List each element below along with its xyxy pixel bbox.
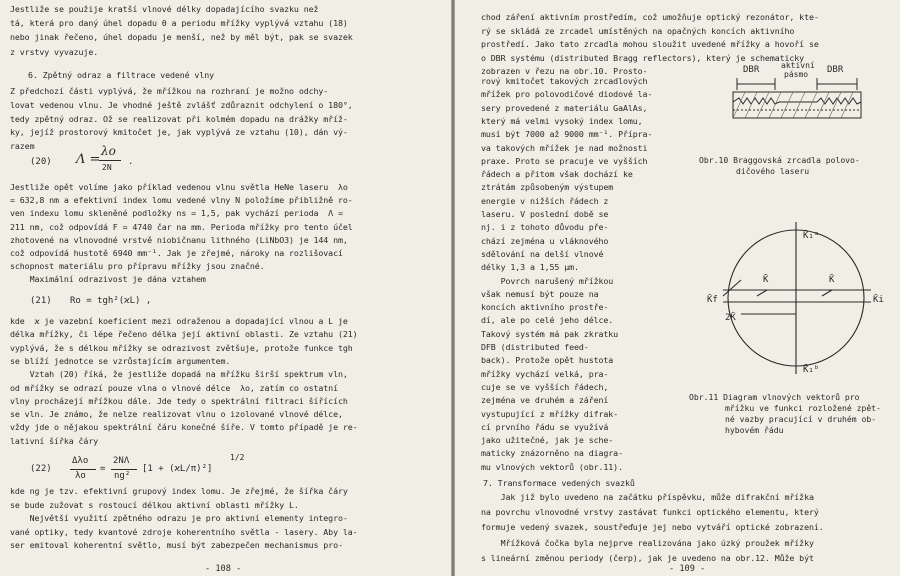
text-line: zejména ve druhém a záření — [481, 395, 609, 406]
text-line: mu vlnových vektorů (obr.11). — [481, 461, 623, 472]
text-line: = 632,8 nm a efektivní index lomu vedené vlny N položíme přibližně ro- — [10, 195, 353, 206]
text-line: vždy jde o nějakou spektrální čáru konečné šíře. V tomto případě je re- — [10, 422, 358, 433]
fig11-label-ki: K̄i — [873, 295, 884, 305]
text-line: od mřížky se odrazí pouze vlna o vlnové délce λo, zatím co ostatní — [10, 382, 338, 393]
text-line: laseru. V poslední době se — [481, 209, 609, 219]
text-line: tedy zpětný odraz. Ož se realizovat při kolmém dopadu na drážky mříž- — [10, 113, 348, 124]
text-line: Maximální odrazivost je dána vztahem — [10, 274, 206, 285]
equation-22-mid-denominator: ng² — [114, 471, 131, 481]
text-line: lativní šířka čáry — [10, 435, 99, 446]
equation-20-numerator: λo — [101, 144, 116, 158]
text-line: Takový systém má pak zkratku — [481, 328, 619, 339]
text-line: vané optiky, tedy kvantové zdroje koherentního světla - lasery. Aby la- — [10, 526, 358, 537]
text-line: z vrstvy vyvazuje. — [10, 46, 99, 57]
text-line: razem — [10, 141, 35, 152]
fig11-label-2k: 2K̄ — [725, 313, 736, 323]
equation-22-exponent: 1/2 — [230, 453, 245, 462]
figure-11-caption-4: hybovém řádu — [725, 425, 784, 435]
fig11-label-k-right: K̄ — [829, 275, 835, 285]
text-line: jako užitečné, jak je sche- — [481, 435, 614, 446]
figure-10-caption-2: dičového laseru — [736, 166, 810, 176]
text-line: Vztah (20) říká, že jestliže dopadá na mřížku širší spektrum vln, — [10, 369, 348, 380]
figure-11-wave-vector-diagram — [701, 222, 891, 382]
equals-sign: = — [100, 464, 106, 474]
figure-11-caption-3: né vazby pracující v druhém ob- — [725, 414, 877, 424]
text-line: cuje se ve vyšších řádech, — [481, 381, 609, 392]
text-line: Největší využití zpětného odrazu je pro aktivní elementy integro- — [10, 513, 348, 523]
text-line: dí, ale po celé jeho délce. — [481, 315, 614, 326]
section-7-heading: 7. Transformace vedených svazků — [483, 478, 635, 488]
figure-11-caption-2: mřížku ve funkci rozložené zpět- — [725, 403, 881, 413]
fig11-label-k1b: K̄₁ᵇ — [803, 365, 820, 375]
text-line: kde ng je tzv. efektivní grupový index lomu. Je zřejmé, že šířka čáry — [10, 486, 348, 496]
text-line: však nemusí být pouze na — [481, 288, 599, 299]
text-line: mřížky vychází velká, pra- — [481, 368, 609, 379]
text-line: musí být 7000 až 9000 mm⁻¹. Přípra- — [481, 129, 653, 140]
equation-22-label: (22) — [30, 464, 52, 474]
text-line: nj. i z tohoto důvodu pře- — [481, 222, 609, 233]
equation-22-bracket: [1 + (ϰL/π)²] — [142, 464, 213, 474]
text-line: ky, jejíž prostorový kmitočet je, jak vyplývá ze vztahu (10), dán vý- — [10, 127, 348, 138]
text-line: se blíží jednotce se vzrůstajícím argumentem. — [10, 355, 231, 366]
text-line: koncích aktivního prostře- — [481, 302, 609, 313]
equation-21: Ro = tgh²(ϰL) , — [70, 296, 152, 306]
text-line: DFB (distributed feed- — [481, 342, 589, 352]
text-line: lovat vedenou vlnu. Je vhodné ještě zvlášť zdůraznit odchylení o 180°, — [10, 99, 353, 110]
text-line: ztrátám způsobeným výstupem — [481, 182, 614, 193]
fraction-bar — [99, 160, 121, 161]
text-line: 211 nm, což odpovídá F = 4740 čar na mm. Perioda mřížky pro tento účel — [10, 221, 353, 232]
fig10-label-active-2: pásmo — [784, 70, 809, 79]
equation-22-lhs-denominator: λo — [75, 471, 86, 481]
text-line: tá, která pro daný úhel dopadu θ a periodu mřížky vyplývá vztahu (18) — [10, 18, 348, 29]
text-line: kde ϰ je vazební koeficient mezi odraženou a dopadající vlnou a L je — [10, 316, 348, 326]
text-line: rý se skládá ze zrcadel umístěných na opačných koncích aktivního — [481, 25, 795, 36]
text-line: zhotovené na vlnovodné vrstvě niobičnanu lithného (LiNbO3) je 144 nm, — [10, 234, 348, 245]
text-line: zobrazen v řezu na obr.10. Prosto- — [481, 66, 648, 77]
equation-20-label: (20) — [30, 157, 52, 167]
text-line: formuje vedený svazek, soustřeďuje jej nebo vytváří optické zobrazení. — [481, 522, 824, 533]
text-line: vystupující z mřížky difrak- — [481, 408, 619, 419]
text-line: ven indexu lomu skleněné podložky ns = 1,5, pak vychází perioda Λ = — [10, 208, 343, 219]
fig11-label-k: K̄ — [763, 275, 769, 285]
equation-20-period: . — [128, 157, 134, 167]
text-line: energie v nižších řádech z — [481, 195, 609, 206]
text-line: schopnost materiálu pro přípravu mřížky jsou značné. — [10, 261, 265, 272]
equation-21-label: (21) — [30, 296, 52, 306]
fig10-label-dbr-right: DBR — [827, 65, 844, 75]
text-line: Mřížková čočka byla nejprve realizována jako úzký proužek mřížky — [481, 537, 814, 548]
text-line: back). Protože opět hustota — [481, 355, 614, 366]
equation-20-denominator: 2N — [102, 163, 112, 172]
section-6-heading: 6. Zpětný odraz a filtrace vedené vlny — [28, 70, 215, 80]
fig11-label-kf: K̄f — [707, 295, 718, 305]
text-line: na povrchu vlnovodné vrstvy zastávat funkci optického elementu, který — [481, 507, 819, 518]
fig10-label-active-1: aktivní — [781, 61, 815, 70]
fig11-label-k1a: K̄₁ᵃ — [803, 231, 820, 241]
text-line: řádech a přitom však dochází ke — [481, 169, 633, 180]
text-line: se bude zužovat s rostoucí délkou aktivní oblasti mřížky L. — [10, 499, 299, 510]
text-line: Povrch narušený mřížkou — [481, 275, 614, 286]
figure-10-dbr-diagram — [725, 58, 885, 148]
text-line: chod záření aktivním prostředím, což umožňuje optický rezonátor, kte- — [481, 12, 819, 22]
page-number-left: - 108 - — [205, 564, 242, 574]
figure-11-caption-1: Obr.11 Diagram vlnových vektorů pro — [689, 392, 860, 402]
fig10-label-dbr-left: DBR — [743, 65, 760, 75]
text-line: s lineární změnou periody (čerp), jak je uvedeno na obr.12. Může být — [481, 552, 814, 563]
figure-10-caption-1: Obr.10 Braggovská zrcadla polovo- — [699, 155, 860, 165]
equation-22-lhs-numerator: Δλo — [72, 456, 89, 466]
text-line: Jestliže se použije kratší vlnové délky dopadajícího svazku než — [10, 4, 319, 14]
text-line: Jestliže opět volíme jako příklad vedenou vlnu světla HeNe laseru λo — [10, 182, 348, 192]
text-line: délky 1,3 a 1,55 μm. — [481, 262, 579, 273]
text-line: sery provedené z materiálu GaAlAs, — [481, 102, 648, 113]
text-line: což odpovídá hustotě 6940 mm⁻¹. Jak je zřejmé, nároky na rozlišovací — [10, 248, 343, 258]
text-line: prostředí. Jako tato zrcadla mohou sloužit uvedené mřížky a hovoří se — [481, 39, 819, 50]
page-number-right: - 109 - — [669, 564, 706, 574]
text-line: který má velmi vysoký index lomu, — [481, 115, 643, 126]
text-line: chází zejména u vláknového — [481, 235, 609, 246]
text-line: rový kmitočet takových zrcadlových — [481, 76, 648, 86]
text-line: cí prvního řádu se využívá — [481, 421, 609, 432]
equation-22-mid-numerator: 2NΛ — [113, 456, 130, 466]
text-line: va takových mřížek je nad možnosti — [481, 142, 648, 153]
text-line: o DBR systému (distributed Bragg reflectors), který je schematicky — [481, 52, 805, 63]
text-line: vyplývá, že s délkou mřížky se odrazivost zvětšuje, protože funkce tgh — [10, 342, 353, 353]
text-line: maticky znázorněno na diagra- — [481, 448, 623, 459]
right-page — [455, 0, 900, 576]
equation-20-lhs: Λ = — [76, 152, 101, 167]
text-line: praxe. Proto se pracuje ve vyšších — [481, 155, 648, 166]
text-line: mřížek pro polovodičové diodové la- — [481, 89, 653, 100]
text-line: sdělování na delší vlnové — [481, 248, 604, 259]
text-line: Jak již bylo uvedeno na začátku příspěvku, může difrakční mřížka — [481, 492, 814, 502]
text-line: ser emitoval koherentní světlo, musí být zabezpečen mechanismus pro- — [10, 540, 343, 550]
text-line: se vln. Je známo, že nelze realizovat vlnu o izolované vlnové délce, — [10, 409, 343, 420]
text-line: délka mřížky, či lépe řečeno délka její aktivní oblasti. Ze vztahu (21) — [10, 329, 358, 340]
text-line: nebo jinak řečeno, úhel dopadu je menší, než by měl být, pak se svazek — [10, 32, 353, 43]
text-line: vlny procházejí mřížkou dále. Jde tedy o spektrální filtraci šířících — [10, 395, 348, 406]
text-line: Z předchozí části vyplývá, že mřížkou na rozhraní je možno odchy- — [10, 86, 329, 96]
